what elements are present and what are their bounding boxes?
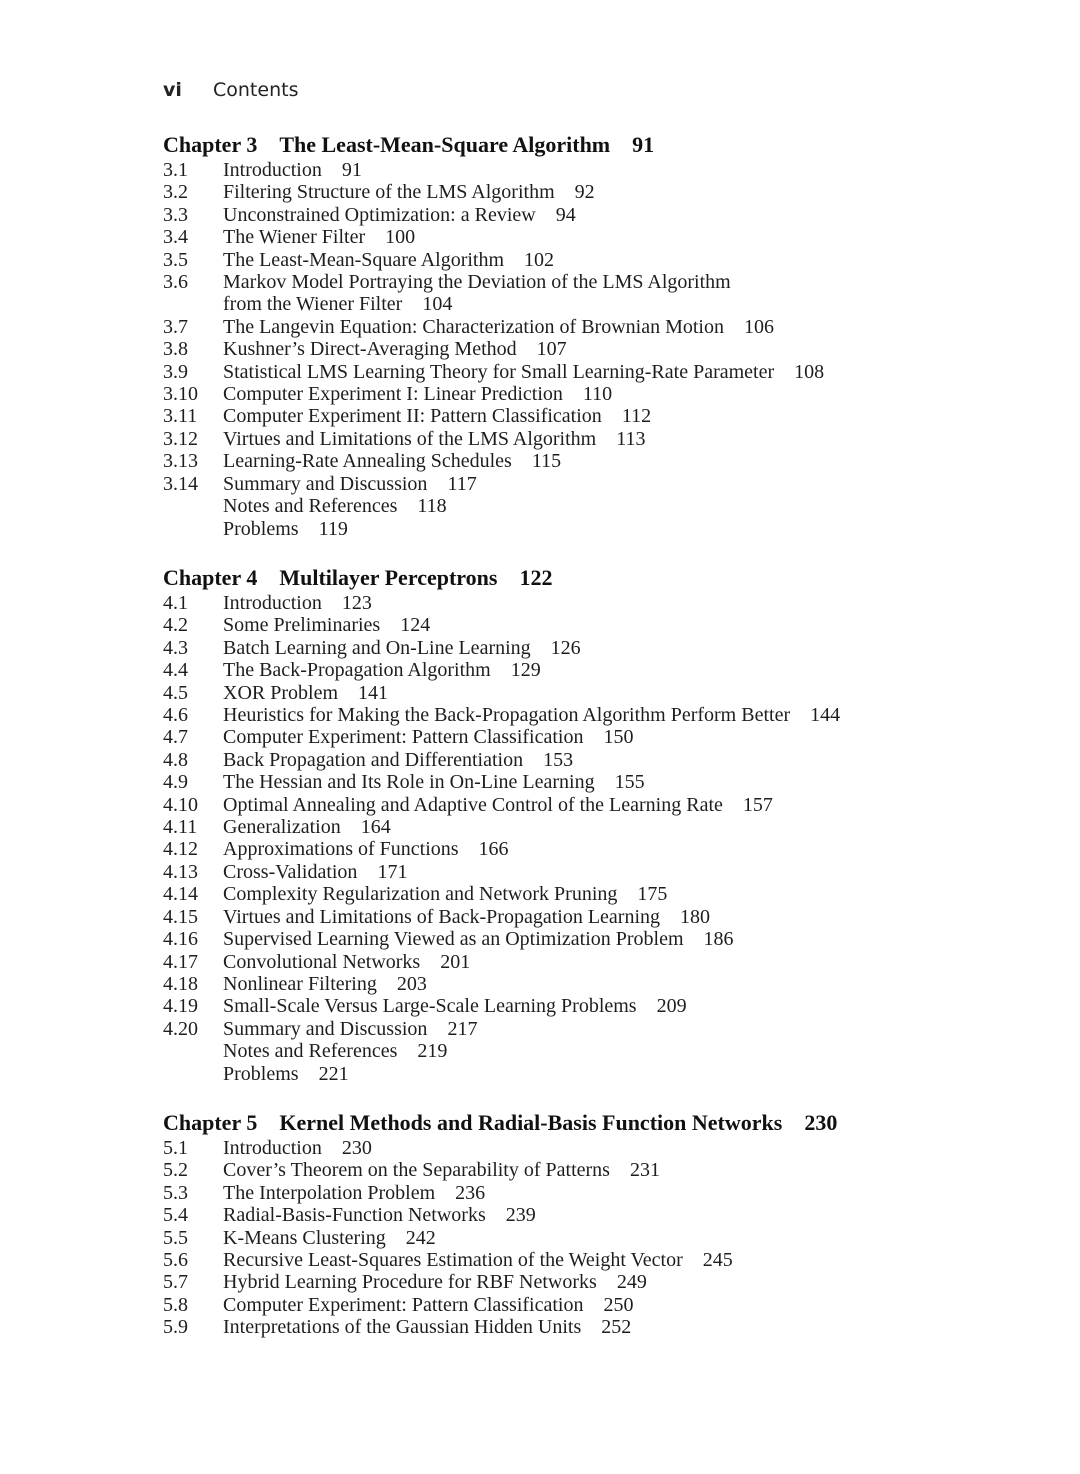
section-number: 3.8 <box>163 338 188 361</box>
section-page-number: 239 <box>505 1204 536 1227</box>
section-title: Batch Learning and On-Line Learning <box>223 636 531 659</box>
section-number: 4.11 <box>163 816 198 839</box>
section-number: 4.7 <box>163 726 188 749</box>
section-title: Summary and Discussion <box>223 472 428 495</box>
section-page-number: 118 <box>417 495 447 518</box>
toc-entry <box>163 361 1043 383</box>
section-page-number: 129 <box>510 659 541 682</box>
toc-list <box>163 592 1043 1085</box>
running-head-title: Contents <box>213 79 299 101</box>
section-title: Problems <box>223 517 299 540</box>
toc-list <box>163 159 1043 540</box>
chapter-title: Kernel Methods and Radial-Basis Function Networks <box>279 1110 783 1135</box>
section-number: 3.7 <box>163 315 188 338</box>
section-page-number: 119 <box>318 517 348 540</box>
section-title: Markov Model Portraying the Deviation of the LMS Algorithm <box>223 271 731 294</box>
section-page-number: 231 <box>629 1159 660 1182</box>
section-page-number: 94 <box>555 203 576 226</box>
section-number <box>163 1040 223 1062</box>
toc-entry <box>163 682 1043 704</box>
section-number: 4.19 <box>163 995 198 1018</box>
section-number: 4.9 <box>163 771 188 794</box>
toc-entry <box>163 951 1043 973</box>
section-title: The Hessian and Its Role in On-Line Learning <box>223 771 595 794</box>
section-number: 4.12 <box>163 838 198 861</box>
toc-entry <box>163 816 1043 838</box>
section-page-number: 102 <box>524 248 555 271</box>
toc-entry <box>163 249 1043 271</box>
section-number: 3.9 <box>163 360 188 383</box>
section-page-number: 250 <box>603 1293 634 1316</box>
toc-entry <box>163 1294 1043 1316</box>
toc-entry <box>163 794 1043 816</box>
section-number <box>163 1063 223 1085</box>
section-number: 4.8 <box>163 748 188 771</box>
section-title: The Interpolation Problem <box>223 1181 436 1204</box>
section-page-number: 124 <box>400 614 431 637</box>
toc-entry <box>163 637 1043 659</box>
toc-entry <box>163 704 1043 726</box>
page-folio: vi <box>163 79 182 101</box>
toc-entry <box>163 1063 1043 1085</box>
chapter-page-number: 122 <box>519 565 553 590</box>
toc-entry <box>163 861 1043 883</box>
section-title: Notes and References <box>223 495 398 518</box>
section-title: Notes and References <box>223 1040 398 1063</box>
section-page-number: 155 <box>614 771 645 794</box>
toc-entry <box>163 428 1043 450</box>
section-number: 4.17 <box>163 950 198 973</box>
section-number: 3.2 <box>163 181 188 204</box>
section-page-number: 201 <box>440 950 471 973</box>
section-page-number: 217 <box>447 1017 478 1040</box>
section-page-number: 209 <box>656 995 687 1018</box>
section-number: 5.7 <box>163 1271 188 1294</box>
toc-entry <box>163 405 1043 427</box>
section-page-number: 186 <box>703 928 734 951</box>
section-page-number: 245 <box>702 1249 733 1272</box>
toc-entry <box>163 771 1043 793</box>
toc-entry <box>163 1182 1043 1204</box>
toc-entry <box>163 726 1043 748</box>
section-title: from the Wiener Filter <box>223 293 403 316</box>
section-page-number: 219 <box>417 1040 448 1063</box>
section-title: The Least-Mean-Square Algorithm <box>223 248 505 271</box>
section-page-number: 171 <box>377 860 408 883</box>
toc-entry <box>163 1137 1043 1159</box>
section-page-number: 108 <box>794 360 825 383</box>
section-title: Computer Experiment II: Pattern Classification <box>223 405 602 428</box>
section-title: Problems <box>223 1062 299 1085</box>
section-page-number: 252 <box>601 1316 632 1339</box>
section-title: Filtering Structure of the LMS Algorithm <box>223 181 555 204</box>
section-title: Statistical LMS Learning Theory for Small Learning-Rate Parameter <box>223 360 775 383</box>
toc-entry <box>163 928 1043 950</box>
toc-entry <box>163 1227 1043 1249</box>
section-number: 3.1 <box>163 159 188 181</box>
chapter-page-number: 91 <box>632 132 655 157</box>
section-page-number: 107 <box>536 338 567 361</box>
section-title: Some Preliminaries <box>223 614 381 637</box>
section-title: Computer Experiment: Pattern Classification <box>223 1293 584 1316</box>
section-number: 4.1 <box>163 592 188 614</box>
section-page-number: 150 <box>603 726 634 749</box>
section-page-number: 230 <box>341 1137 372 1159</box>
section-title: Recursive Least-Squares Estimation of the Weight Vector <box>223 1249 683 1272</box>
toc-entry <box>163 1316 1043 1338</box>
chapter-5-section <box>163 1109 1043 1339</box>
section-number: 5.6 <box>163 1249 188 1272</box>
section-title: Introduction <box>223 1137 322 1159</box>
section-number: 4.10 <box>163 793 198 816</box>
section-title: Cross-Validation <box>223 860 358 883</box>
section-title: Generalization <box>223 816 341 839</box>
section-page-number: 115 <box>531 450 562 473</box>
section-page-number: 123 <box>341 592 372 614</box>
toc-entry <box>163 1159 1043 1181</box>
section-title: Complexity Regularization and Network Pruning <box>223 883 618 906</box>
section-page-number: 141 <box>358 681 388 704</box>
toc-entry <box>163 1204 1043 1226</box>
toc-entry <box>163 1018 1043 1040</box>
section-page-number: 153 <box>543 748 574 771</box>
section-number: 5.5 <box>163 1226 188 1249</box>
section-number: 4.6 <box>163 704 188 727</box>
section-number: 4.2 <box>163 614 188 637</box>
toc-entry <box>163 1271 1043 1293</box>
section-page-number: 175 <box>637 883 668 906</box>
running-head <box>163 77 298 103</box>
section-page-number: 100 <box>385 226 416 249</box>
section-number: 3.5 <box>163 248 188 271</box>
section-title: Cover’s Theorem on the Separability of Patterns <box>223 1159 610 1182</box>
section-title: The Back-Propagation Algorithm <box>223 659 491 682</box>
section-title: Computer Experiment: Pattern Classification <box>223 726 584 749</box>
section-page-number: 113 <box>616 427 646 450</box>
section-page-number: 166 <box>478 838 509 861</box>
toc-entry <box>163 592 1043 614</box>
section-title: The Langevin Equation: Characterization of Brownian Motion <box>223 315 724 338</box>
section-number: 4.4 <box>163 659 188 682</box>
section-title: Optimal Annealing and Adaptive Control of the Learning Rate <box>223 793 723 816</box>
toc-entry <box>163 293 1043 315</box>
toc-entry <box>163 316 1043 338</box>
section-page-number: 92 <box>574 181 595 204</box>
section-number: 4.13 <box>163 860 198 883</box>
section-page-number: 203 <box>396 972 427 995</box>
section-page-number: 236 <box>455 1181 486 1204</box>
toc-entry <box>163 973 1043 995</box>
toc-entry <box>163 271 1043 293</box>
section-title: Virtues and Limitations of Back-Propagation Learning <box>223 905 661 928</box>
chapter-3-section <box>163 131 1043 540</box>
toc-entry <box>163 226 1043 248</box>
section-number: 4.14 <box>163 883 198 906</box>
toc-entry <box>163 838 1043 860</box>
section-title: Introduction <box>223 159 322 181</box>
section-number: 5.3 <box>163 1181 188 1204</box>
section-title: Computer Experiment I: Linear Prediction <box>223 383 563 406</box>
chapter-4-section <box>163 564 1043 1085</box>
section-page-number: 242 <box>405 1226 436 1249</box>
section-page-number: 126 <box>550 636 581 659</box>
section-number <box>163 495 223 517</box>
section-page-number: 249 <box>616 1271 647 1294</box>
chapter-heading <box>163 564 1043 592</box>
toc-entry <box>163 883 1043 905</box>
section-title: Unconstrained Optimization: a Review <box>223 203 536 226</box>
chapter-label: Chapter 5 <box>163 1110 258 1135</box>
toc-list <box>163 1137 1043 1339</box>
toc-entry <box>163 159 1043 181</box>
section-number: 3.13 <box>163 450 198 473</box>
chapter-title: The Least-Mean-Square Algorithm <box>279 132 611 157</box>
toc-entry <box>163 1040 1043 1062</box>
section-page-number: 106 <box>743 315 774 338</box>
section-title: The Wiener Filter <box>223 226 366 249</box>
section-page-number: 221 <box>318 1062 349 1085</box>
section-title: K-Means Clustering <box>223 1226 386 1249</box>
section-title: Interpretations of the Gaussian Hidden Units <box>223 1316 582 1339</box>
section-title: Summary and Discussion <box>223 1017 428 1040</box>
toc-entry <box>163 614 1043 636</box>
chapter-title: Multilayer Perceptrons <box>279 565 498 590</box>
section-number: 3.6 <box>163 271 188 294</box>
toc-entry <box>163 338 1043 360</box>
section-number: 3.12 <box>163 427 198 450</box>
section-title: XOR Problem <box>223 681 338 704</box>
section-page-number: 110 <box>582 383 613 406</box>
section-number: 5.1 <box>163 1137 188 1159</box>
section-page-number: 157 <box>742 793 773 816</box>
section-title: Kushner’s Direct-Averaging Method <box>223 338 517 361</box>
section-page-number: 112 <box>621 405 652 428</box>
section-title: Heuristics for Making the Back-Propagation Algorithm Perform Better <box>223 704 791 727</box>
section-number: 3.10 <box>163 383 198 406</box>
section-page-number: 180 <box>680 905 711 928</box>
toc-entry <box>163 383 1043 405</box>
chapter-label: Chapter 4 <box>163 565 258 590</box>
toc-entry <box>163 473 1043 495</box>
toc-entry <box>163 1249 1043 1271</box>
toc-entry <box>163 659 1043 681</box>
section-title: Learning-Rate Annealing Schedules <box>223 450 512 473</box>
section-number: 5.9 <box>163 1316 188 1339</box>
chapter-label: Chapter 3 <box>163 132 258 157</box>
section-number: 4.3 <box>163 636 188 659</box>
toc-entry <box>163 450 1043 472</box>
section-title: Introduction <box>223 592 322 614</box>
section-number: 3.11 <box>163 405 198 428</box>
section-number: 5.2 <box>163 1159 188 1182</box>
section-number: 3.3 <box>163 203 188 226</box>
toc-entry <box>163 518 1043 540</box>
section-title: Back Propagation and Differentiation <box>223 748 524 771</box>
toc-entry <box>163 495 1043 517</box>
section-number: 4.16 <box>163 928 198 951</box>
section-title: Convolutional Networks <box>223 950 421 973</box>
section-title: Nonlinear Filtering <box>223 972 377 995</box>
chapter-heading <box>163 131 1043 159</box>
section-number: 3.4 <box>163 226 188 249</box>
section-page-number: 91 <box>341 159 362 181</box>
chapter-heading <box>163 1109 1043 1137</box>
section-number: 4.20 <box>163 1017 198 1040</box>
section-number: 4.5 <box>163 681 188 704</box>
section-title: Hybrid Learning Procedure for RBF Networks <box>223 1271 597 1294</box>
section-title: Supervised Learning Viewed as an Optimization Problem <box>223 928 684 951</box>
toc-entry <box>163 906 1043 928</box>
section-title: Small-Scale Versus Large-Scale Learning Problems <box>223 995 637 1018</box>
section-number: 3.14 <box>163 472 198 495</box>
section-number: 4.18 <box>163 972 198 995</box>
section-page-number: 144 <box>810 704 841 727</box>
section-number <box>163 293 223 315</box>
toc-entry <box>163 749 1043 771</box>
section-page-number: 104 <box>422 293 453 316</box>
section-page-number: 164 <box>360 816 391 839</box>
toc-entry <box>163 204 1043 226</box>
section-title: Virtues and Limitations of the LMS Algorithm <box>223 427 597 450</box>
chapter-page-number: 230 <box>804 1110 838 1135</box>
section-number: 5.4 <box>163 1204 188 1227</box>
section-number: 4.15 <box>163 905 198 928</box>
section-title: Radial-Basis-Function Networks <box>223 1204 486 1227</box>
toc-entry <box>163 181 1043 203</box>
toc-entry <box>163 995 1043 1017</box>
section-number: 5.8 <box>163 1293 188 1316</box>
section-page-number: 117 <box>447 472 477 495</box>
section-title: Approximations of Functions <box>223 838 459 861</box>
section-number <box>163 518 223 540</box>
